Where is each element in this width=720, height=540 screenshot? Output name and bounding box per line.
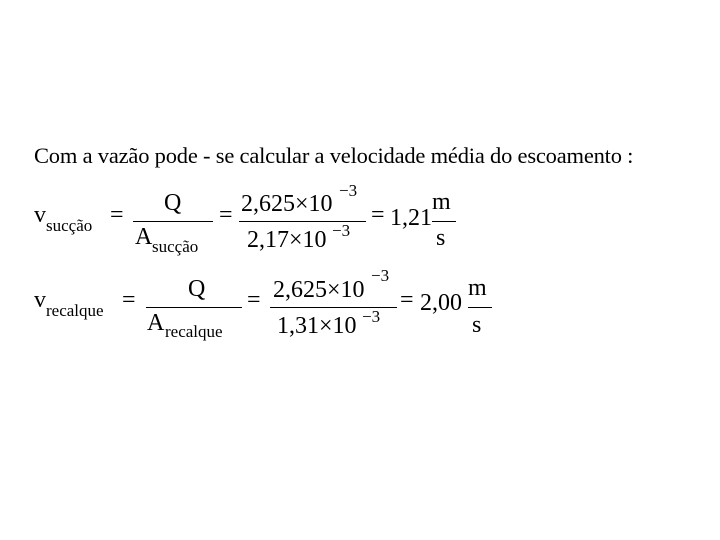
unit-numerator: m xyxy=(432,189,451,215)
velocity-subscript: recalque xyxy=(46,301,104,320)
unit-denominator: s xyxy=(436,225,446,251)
unit-denominator: s xyxy=(472,312,482,338)
unit-fraction-bar xyxy=(432,221,456,222)
equals-sign: = xyxy=(110,202,124,228)
numerator-value: 2,625×10 xyxy=(241,191,333,217)
area-subscript: sucção xyxy=(152,237,199,256)
equals-sign: = xyxy=(122,287,136,313)
velocity-symbol: v xyxy=(34,287,46,313)
numerator-exponent: −3 xyxy=(371,266,390,285)
result-value: 2,00 xyxy=(420,290,462,316)
result-value: 1,21 xyxy=(390,205,432,231)
denominator-exponent: −3 xyxy=(332,221,351,240)
velocity-subscript: sucção xyxy=(46,216,93,235)
equals-sign: = xyxy=(400,287,414,313)
area-symbol: A xyxy=(135,224,153,250)
equals-sign: = xyxy=(219,202,233,228)
area-subscript: recalque xyxy=(165,322,223,341)
equals-sign: = xyxy=(371,202,385,228)
flow-rate-symbol: Q xyxy=(188,276,206,302)
denominator-value: 2,17×10 xyxy=(247,227,327,253)
velocity-symbol: v xyxy=(34,202,46,228)
area-symbol: A xyxy=(147,310,165,336)
equals-sign: = xyxy=(247,287,261,313)
intro-text: Com a vazão pode - se calcular a velocidade média do escoamento : xyxy=(34,143,634,168)
fraction-bar xyxy=(133,221,213,222)
unit-fraction-bar xyxy=(468,307,492,308)
denominator-value: 1,31×10 xyxy=(277,313,357,339)
fraction-bar xyxy=(146,307,242,308)
unit-numerator: m xyxy=(468,275,487,301)
flow-rate-symbol: Q xyxy=(164,190,182,216)
numerator-exponent: −3 xyxy=(339,181,358,200)
denominator-exponent: −3 xyxy=(362,307,381,326)
numerator-value: 2,625×10 xyxy=(273,277,365,303)
